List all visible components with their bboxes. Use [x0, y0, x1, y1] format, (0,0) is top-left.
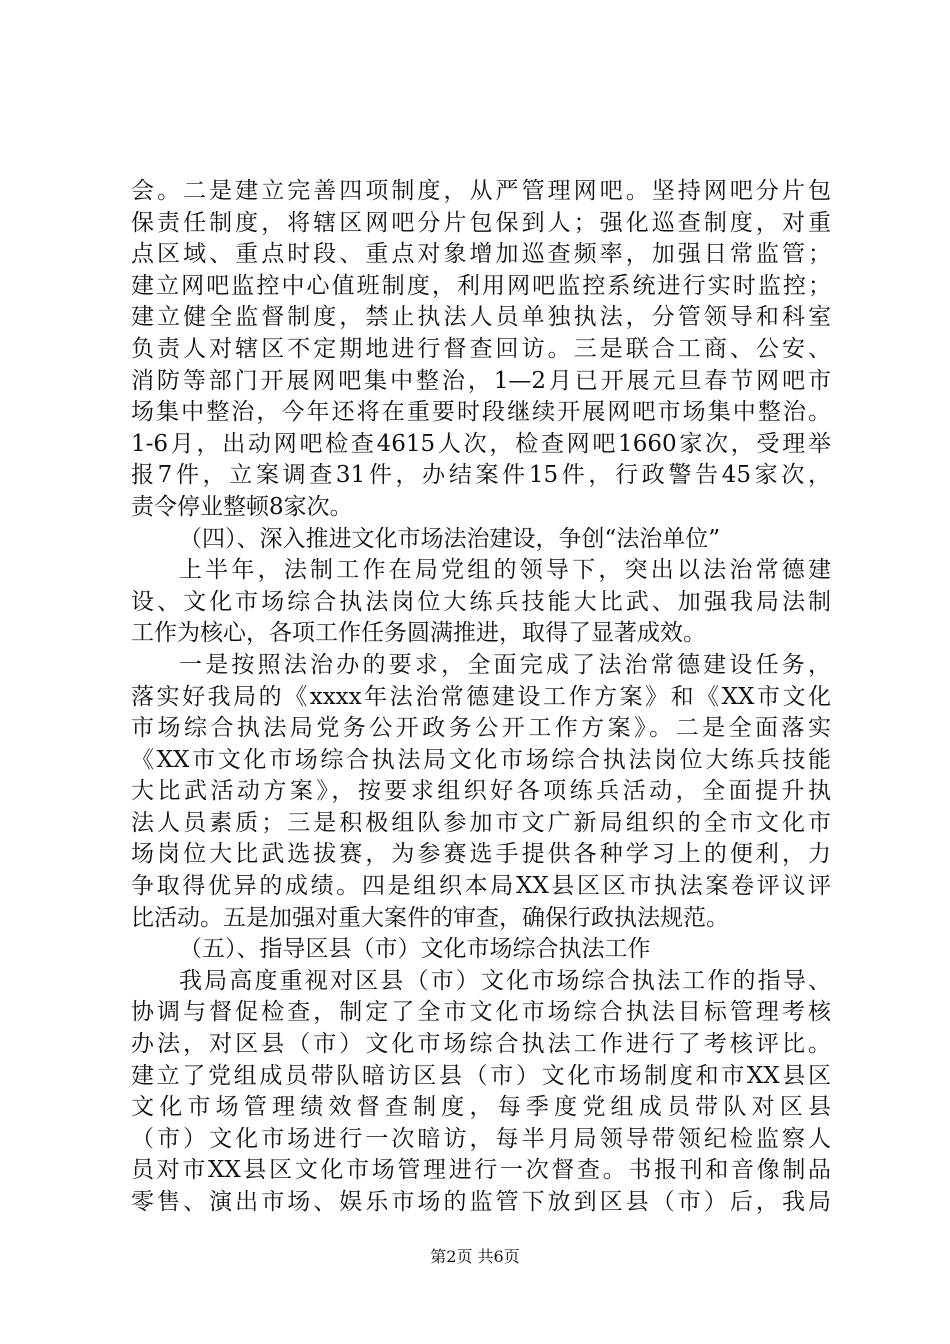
text-line: 点区域、重点时段、重点对象增加巡查频率，加强日常监管； [131, 241, 831, 268]
text-line: 落实好我局的《xxxx年法治常德建设工作方案》和《XX市文化 [131, 683, 831, 710]
text-line: 我局高度重视对区县（市）文化市场综合执法工作的指导、 [179, 967, 831, 994]
text-line: 《XX市文化市场综合执法局文化市场综合执法岗位大练兵技能 [131, 746, 831, 773]
text-line: （五）、指导区县（市）文化市场综合执法工作 [179, 936, 651, 963]
text-line: 负责人对辖区不定期地进行督查回访。三是联合工商、公安、 [131, 335, 831, 362]
text-line: 大比武活动方案》，按要求组织好各项练兵活动，全面提升执 [131, 778, 831, 805]
text-line: 上半年，法制工作在局党组的领导下，突出以法治常德建 [179, 557, 831, 584]
text-line: 保责任制度，将辖区网吧分片包保到人；强化巡查制度，对重 [131, 209, 831, 236]
text-line: 一是按照法治办的要求，全面完成了法治常德建设任务， [179, 651, 831, 678]
text-line: 争取得优异的成绩。四是组织本局XX县区区市执法案卷评议评 [131, 873, 831, 900]
text-line: 建立了党组成员带队暗访区县（市）文化市场制度和市XX县区 [131, 1062, 831, 1089]
text-line: （四）、深入推进文化市场法治建设，争创“法治单位” [179, 525, 721, 552]
text-line: 场集中整治，今年还将在重要时段继续开展网吧市场集中整治。 [131, 399, 831, 426]
text-line: 比活动。五是加强对重大案件的审查，确保行政执法规范。 [131, 904, 729, 931]
text-line: 市场综合执法局党务公开政务公开工作方案》。二是全面落实 [131, 715, 831, 742]
text-line: 文化市场管理绩效督查制度，每季度党组成员带队对区县 [131, 1094, 831, 1121]
text-line: 法人员素质；三是积极组队参加市文广新局组织的全市文化市 [131, 809, 831, 836]
text-line: 会。二是建立完善四项制度，从严管理网吧。坚持网吧分片包 [131, 178, 831, 204]
text-line: 协调与督促检查，制定了全市文化市场综合执法目标管理考核 [131, 999, 831, 1026]
text-line: 责令停业整顿8家次。 [131, 493, 353, 520]
text-line: 工作为核心，各项工作任务圆满推进，取得了显著成效。 [131, 620, 706, 647]
text-line: 消防等部门开展网吧集中整治，1—2月已开展元旦春节网吧市 [131, 367, 831, 394]
text-line: 场岗位大比武选拔赛，为参赛选手提供各种学习上的便利，力 [131, 841, 831, 868]
text-line: 零售、演出市场、娱乐市场的监管下放到区县（市）后，我局 [131, 1189, 831, 1215]
page-footer: 第2页 共6页 [430, 1247, 520, 1266]
text-line: 设、文化市场综合执法岗位大练兵技能大比武、加强我局法制 [131, 588, 831, 615]
text-line: 员对市XX县区文化市场管理进行一次督查。书报刊和音像制品 [131, 1157, 831, 1184]
text-line: 1-6月，出动网吧检查4615人次，检查网吧1660家次，受理举 [131, 430, 831, 457]
text-line: 建立网吧监控中心值班制度，利用网吧监控系统进行实时监控； [131, 272, 831, 299]
text-line: 报7件，立案调查31件，办结案件15件，行政警告45家次， [131, 462, 831, 489]
document-body [131, 176, 831, 1219]
text-line: （市）文化市场进行一次暗访，每半月局领导带领纪检监察人 [131, 1125, 831, 1152]
text-line: 办法，对区县（市）文化市场综合执法工作进行了考核评比。 [131, 1031, 831, 1058]
text-line: 建立健全监督制度，禁止执法人员单独执法，分管领导和科室 [131, 304, 831, 331]
